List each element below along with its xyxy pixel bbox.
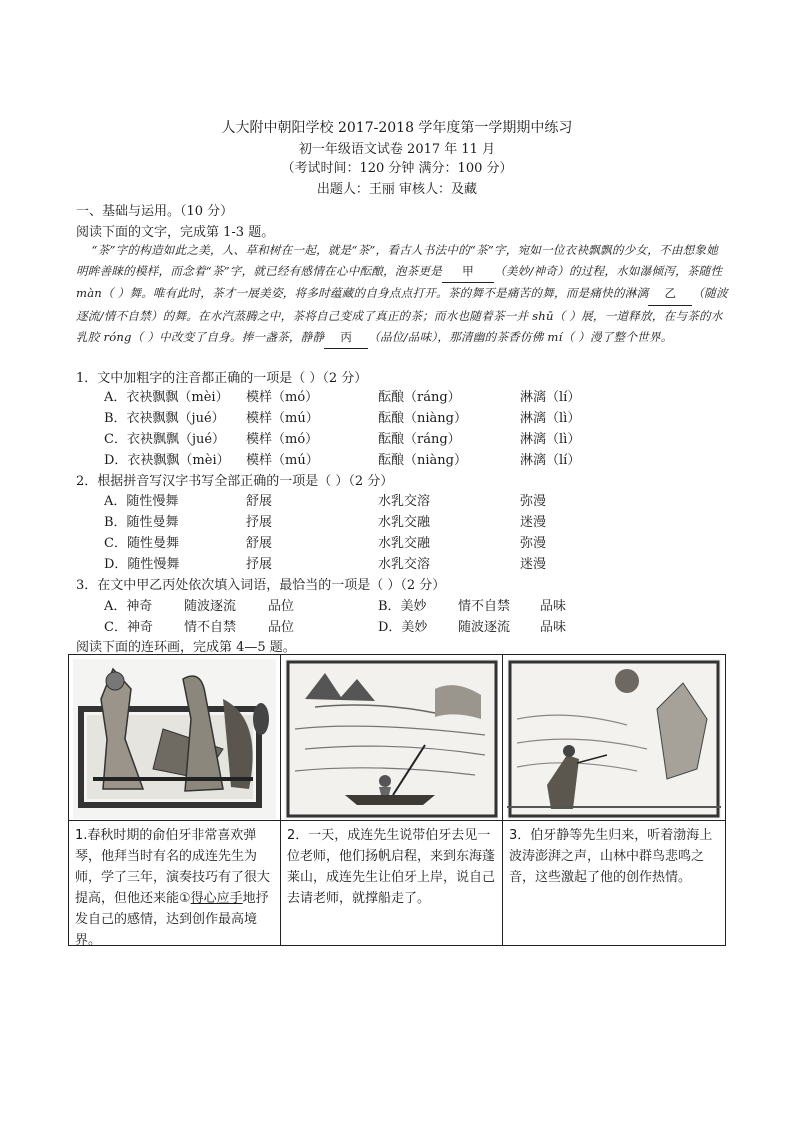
q1-option-b-col2: 模样（mú） [246, 411, 319, 426]
q2-option-b-col3: 水乳交融 [378, 515, 431, 530]
q3-option-b: B．美妙 [378, 599, 427, 614]
q2-option-a-col3: 水乳交溶 [378, 494, 431, 509]
section-heading: 一、基础与运用。（10 分） [76, 204, 234, 219]
q2-option-c-col1: C．随性曼舞 [104, 536, 179, 551]
q1-option-a-col4: 淋漓（lí） [520, 390, 581, 405]
q1-option-d-col4: 淋漓（lí） [520, 453, 581, 468]
q1-option-c-col2: 模样（mó） [246, 432, 319, 447]
caption-1-text-b: 地抒发自己的感情，达到创作最高境界。 [75, 891, 269, 948]
q2-option-c-col2: 舒展 [246, 536, 273, 551]
q2-option-d-col2: 抒展 [246, 557, 273, 572]
q2-option-c-col3: 水乳交融 [378, 536, 431, 551]
passage-part-3: （随波逐流/情不自禁）的舞。在水汽蒸腾之中，茶将自己变成了真正的茶；而水也随着茶一并 shū（ ）展，一道释放，在与茶的水乳胶 róng（ ）中改变了自身。捧一盏茶，静静 [76, 286, 728, 344]
q1-option-a-col3: 酝酿（ráng） [378, 390, 461, 405]
q1-option-a-col2: 模样（mó） [246, 390, 319, 405]
q3-option-d: D．美妙 [378, 620, 428, 635]
q2-option-b-col2: 抒展 [246, 515, 273, 530]
blank-a: 甲 [442, 261, 494, 283]
comic-caption-2: 2．一天，成连先生说带伯牙去见一位老师，他们扬帆启程，来到东海蓬莱山，成连先生让伯牙上岸，说自己去请老师，就撑船走了。 [287, 828, 496, 906]
q3-option-c-word2: 情不自禁 [184, 620, 237, 635]
q3-option-a: A．神奇 [104, 599, 153, 614]
comic-caption-1 [75, 825, 276, 951]
q3-option-a-word3: 品位 [268, 599, 295, 614]
q1-option-b-col4: 淋漓（lì） [520, 411, 581, 426]
q1-option-d-col3: 酝酿（niàng） [378, 453, 467, 468]
q2-option-a-col1: A．随性慢舞 [104, 494, 179, 509]
caption-1-text-a: 1.春秋时期的俞伯牙非常喜欢弹琴，他拜当时有名的成连先生为师，学了三年，演奏技巧有了很大提高，但他还来能① [75, 828, 271, 906]
reading-passage [76, 240, 728, 349]
exam-subtitle: 初一年级语文试卷 2017 年 11 月 [298, 142, 496, 157]
q3-option-c-word3: 品位 [268, 620, 295, 635]
q1-option-c-col1: C．衣袂飘飘（jué） [104, 432, 226, 447]
comic-panel-1 [69, 655, 281, 948]
q2-option-d-col1: D．随性慢舞 [104, 557, 180, 572]
q2-option-a-col2: 舒展 [246, 494, 273, 509]
q3-option-d-word3: 品味 [540, 620, 567, 635]
comic-intro: 阅读下面的连环画，完成第 4—5 题。 [76, 640, 296, 655]
exam-title: 人大附中朝阳学校 2017-2018 学年度第一学期期中练习 [221, 120, 573, 136]
comic-table [68, 654, 726, 946]
passage-part-1: “茶”字的构造如此之美，人、草和树在一起，就是“茶”，看古人书法中的“茶”字，宛如一位衣袂飘飘的少女，不由想象她明眸善睐的模样，而念着“茶”字，就已经有感情在心中酝酿，泡茶更是 [76, 243, 718, 279]
section-intro: 阅读下面的文字，完成第 1-3 题。 [76, 225, 275, 240]
passage-part-2: （美妙/神奇）的过程，水如瀑倾泻，茶随性 màn（ ）舞。唯有此时，茶才一展美姿，将多时蕴藏的自身点点打开。茶的舞不是痛苦的舞，而是痛快的淋漓 [76, 264, 723, 301]
q3-option-b-word2: 情不自禁 [458, 599, 511, 614]
q3-option-a-word2: 随波逐流 [184, 599, 237, 614]
comic-caption-3: 3．伯牙静等先生归来，听着渤海上波涛澎湃之声，山林中群鸟悲鸣之音，这些激起了他的创作热情。 [509, 828, 713, 885]
exam-authors: 出题人：王丽 审核人：及藏 [316, 182, 478, 197]
blank-b: 乙 [648, 283, 692, 305]
q2-option-c-col4: 弥漫 [520, 536, 547, 551]
q1-option-c-col4: 淋漓（lì） [520, 432, 581, 447]
question-3-stem: 3．在文中甲乙丙处依次填入词语，最恰当的一项是（ ）（2 分） [76, 578, 446, 593]
question-2-stem: 2．根据拼音写汉字书写全部正确的一项是（ ）（2 分） [76, 474, 394, 489]
comic-illustration-3 [507, 659, 721, 819]
q1-option-c-col3: 酝酿（ráng） [378, 432, 461, 447]
q1-option-b-col1: B．衣袂飘飘（jué） [104, 411, 225, 426]
q2-option-a-col4: 弥漫 [520, 494, 547, 509]
comic-illustration-2 [285, 659, 498, 819]
q2-option-b-col1: B．随性曼舞 [104, 515, 179, 530]
q2-option-b-col4: 迷漫 [520, 515, 547, 530]
exam-info: （考试时间：120 分钟 满分：100 分） [281, 161, 513, 176]
q1-option-a-col1: A．衣袂飘飘（mèi） [104, 390, 229, 405]
comic-panel-2 [281, 655, 503, 945]
q1-option-b-col3: 酝酿（niàng） [378, 411, 467, 426]
q1-option-d-col2: 模样（mú） [246, 453, 319, 468]
blank-c: 丙 [324, 327, 368, 349]
comic-panel-3 [503, 655, 725, 945]
q2-option-d-col4: 迷漫 [520, 557, 547, 572]
q2-option-d-col3: 水乳交溶 [378, 557, 431, 572]
q3-option-b-word3: 品味 [540, 599, 567, 614]
caption-1-marked-phrase: 得心应手 [190, 891, 243, 906]
comic-illustration-1 [73, 659, 276, 819]
question-1-stem: 1．文中加粗字的注音都正确的一项是（ ）（2 分） [76, 371, 368, 386]
q3-option-c: C．神奇 [104, 620, 153, 635]
q1-option-d-col1: D．衣袂飘飘（mèi） [104, 453, 230, 468]
passage-part-4: （品位/品味），那清幽的茶香仿佛 mí（ ）漫了整个世界。 [368, 329, 673, 344]
q3-option-d-word2: 随波逐流 [458, 620, 511, 635]
